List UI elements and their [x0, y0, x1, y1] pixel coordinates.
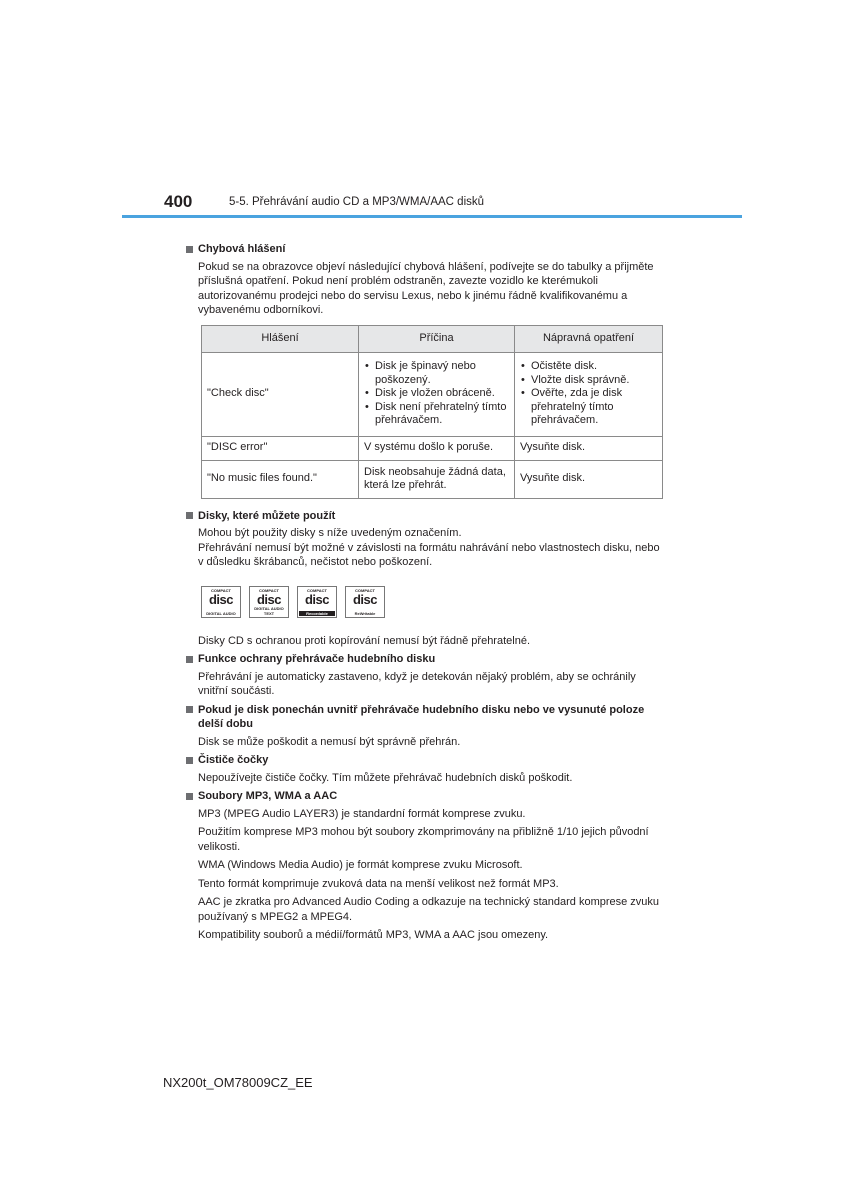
- section-heading: Chybová hlášení: [186, 242, 664, 257]
- square-bullet-icon: [186, 706, 193, 713]
- formats-text: Použitím komprese MP3 mohou být soubory zkomprimovány na přibližně 1/10 jejich původní velikosti.: [198, 826, 649, 853]
- formats-text: AAC je zkratka pro Advanced Audio Coding a odkazuje na technický standard komprese zvuku používaný s MPEG2 a MPEG4.: [198, 896, 660, 923]
- table-row: [202, 460, 663, 498]
- square-bullet-icon: [186, 512, 193, 519]
- disc-logos: [201, 586, 664, 618]
- lens-cleaners-text: Nepoužívejte čističe čočky. Tím můžete přehrávač hudebních disků poškodit.: [198, 771, 573, 784]
- table-cell-action: [515, 352, 663, 436]
- copy-protection-note: Disky CD s ochranou proti kopírování nemusí být řádně přehratelné.: [198, 634, 530, 647]
- square-bullet-icon: [186, 246, 193, 253]
- page-number: 400: [164, 192, 193, 211]
- table-header: Příčina: [359, 325, 515, 352]
- square-bullet-icon: [186, 757, 193, 764]
- formats-text: Tento formát komprimuje zvuková data na menší velikost než formát MP3.: [198, 877, 559, 890]
- list-item: • Disk není přehratelný tímto přehrávačem.: [364, 401, 509, 428]
- table-cell-action: Vysuňte disk.: [515, 436, 663, 460]
- section-heading: Čističe čočky: [186, 753, 664, 768]
- table-cell-action: Vysuňte disk.: [515, 460, 663, 498]
- error-messages-intro: Pokud se na obrazovce objeví následující chybová hlášení, podívejte se do tabulky a přijměte příslušná opatření. Pokud není problém odstraněn, zavezte vozidlo ke kterémukoli autorizovanému prodejci nebo do servisu Lexus, nebo k jinému řádně kvalifikovanému a vybavenému odborníkovi.: [198, 260, 654, 316]
- discs-text: Mohou být použity disky s níže uvedeným označením.: [198, 527, 462, 539]
- compact-disc-recordable-logo: COMPACT disc Recordable: [297, 586, 337, 618]
- square-bullet-icon: [186, 656, 193, 663]
- table-cell-message: "No music files found.": [202, 460, 359, 498]
- table-cell-message: "DISC error": [202, 436, 359, 460]
- error-table: [201, 325, 663, 499]
- table-cell-message: "Check disc": [202, 352, 359, 436]
- list-item: • Disk je špinavý nebo poškozený.: [364, 360, 509, 387]
- disc-left-text: Disk se může poškodit a nemusí být správně přehrán.: [198, 735, 461, 748]
- list-item: • Ověřte, zda je disk přehratelný tímto přehrávačem.: [520, 387, 657, 428]
- list-item: • Očistěte disk.: [520, 360, 657, 374]
- section-heading: Soubory MP3, WMA a AAC: [186, 789, 664, 804]
- table-header-row: [202, 325, 663, 352]
- table-header: Nápravná opatření: [515, 325, 663, 352]
- formats-text: MP3 (MPEG Audio LAYER3) je standardní formát komprese zvuku.: [198, 807, 526, 820]
- table-row: [202, 436, 663, 460]
- list-item: • Disk je vložen obráceně.: [364, 387, 509, 401]
- page-header: [0, 188, 848, 228]
- table-row: [202, 352, 663, 436]
- header-rule: [122, 215, 742, 218]
- section-heading: Funkce ochrany přehrávače hudebního disku: [186, 652, 664, 667]
- page-content: [186, 238, 664, 943]
- list-item: • Vložte disk správně.: [520, 374, 657, 388]
- square-bullet-icon: [186, 793, 193, 800]
- chapter-title: 5-5. Přehrávání audio CD a MP3/WMA/AAC disků: [229, 196, 485, 208]
- discs-text: Přehrávání nemusí být možné v závislosti na formátu nahrávání nebo vlastnostech disku, nebo v důsledku škrábanců, nečistot nebo poškození.: [198, 541, 660, 568]
- formats-text: WMA (Windows Media Audio) je formát komprese zvuku Microsoft.: [198, 859, 523, 871]
- table-cell-cause: [359, 352, 515, 436]
- protection-text: Přehrávání je automaticky zastaveno, když je detekován nějaký problém, aby se ochránily vnitřní součásti.: [198, 670, 636, 697]
- compact-disc-logo: COMPACT disc DIGITAL AUDIO: [201, 586, 241, 618]
- compact-disc-text-logo: COMPACT disc DIGITAL AUDIO TEXT: [249, 586, 289, 618]
- table-header: Hlášení: [202, 325, 359, 352]
- formats-text: Kompatibility souborů a médií/formátů MP3, WMA a AAC jsou omezeny.: [198, 929, 549, 941]
- section-heading: Disky, které můžete použít: [186, 509, 664, 524]
- section-heading: Pokud je disk ponechán uvnitř přehrávače hudebního disku nebo ve vysunuté poloze delší dobu: [186, 703, 664, 732]
- table-cell-cause: V systému došlo k poruše.: [359, 436, 515, 460]
- footer-code: NX200t_OM78009CZ_EE: [163, 1075, 313, 1090]
- compact-disc-rewritable-logo: COMPACT disc ReWritable: [345, 586, 385, 618]
- table-cell-cause: Disk neobsahuje žádná data, která lze přehrát.: [359, 460, 515, 498]
